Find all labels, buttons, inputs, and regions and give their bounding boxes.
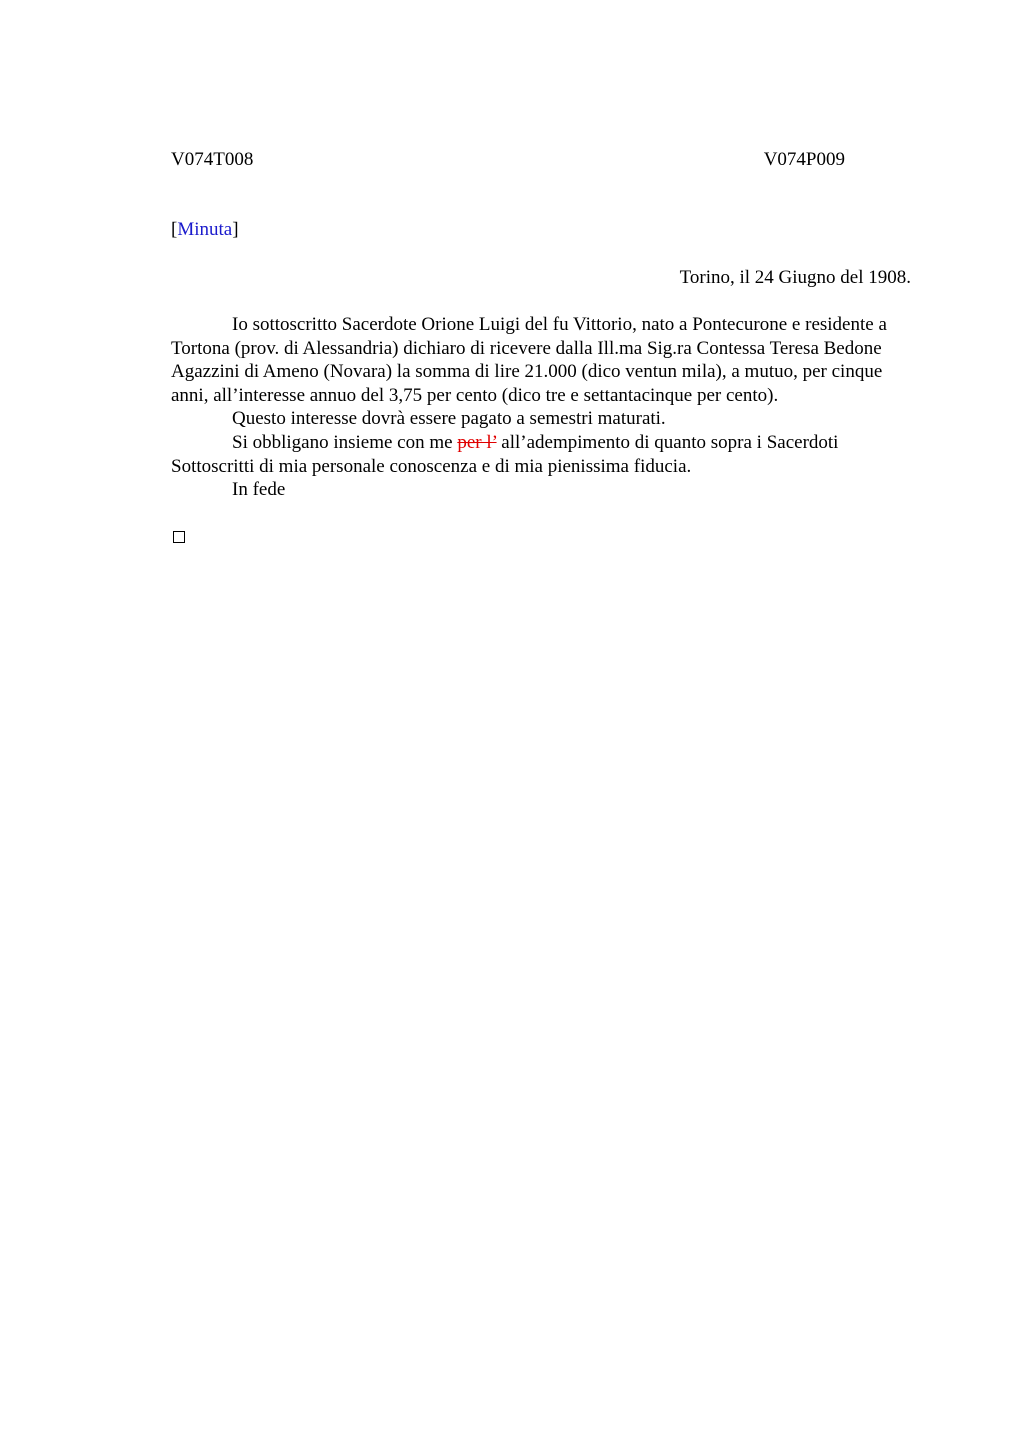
struck-correction: per l’ <box>457 431 497 453</box>
paragraph-interest: Questo interesse dovrà essere pagato a semestri maturati. <box>232 408 666 430</box>
paragraph-closing: In fede <box>232 479 286 501</box>
obligation-text-end: all’adempimento di quanto sopra i Sacerdoti Sottoscritti di mia personale conoscenza e di mia pienissima fiducia. <box>171 431 839 477</box>
code-left: V074T008 <box>171 149 254 170</box>
dateline: Torino, il 24 Giugno del 1908. <box>679 267 911 288</box>
paragraph-obligation <box>171 431 919 478</box>
letter-body <box>171 313 919 502</box>
obligation-text-start: Si obbligano insieme con me <box>232 431 458 453</box>
checkbox-square-icon <box>173 531 185 543</box>
open-bracket: [ <box>171 219 178 240</box>
paragraph-declaration: Io sottoscritto Sacerdote Orione Luigi del fu Vittorio, nato a Pontecurone e residente a Tortona (prov. di Alessandria) dichiaro di ricevere dalla Ill.ma Sig.ra Contessa Teresa Bedone Agazzini di Ameno (Novara) la somma di lire 21.000 (dico ventun mila), a mutuo, per cinque anni, all’interesse annuo del 3,75 per cento (dico tre e settantacinque per cento). <box>171 314 887 406</box>
code-right: V074P009 <box>763 149 845 170</box>
document-type-label: Minuta <box>177 219 233 240</box>
document-codes <box>171 148 845 172</box>
document-type <box>171 218 239 242</box>
close-bracket: ] <box>232 219 239 240</box>
